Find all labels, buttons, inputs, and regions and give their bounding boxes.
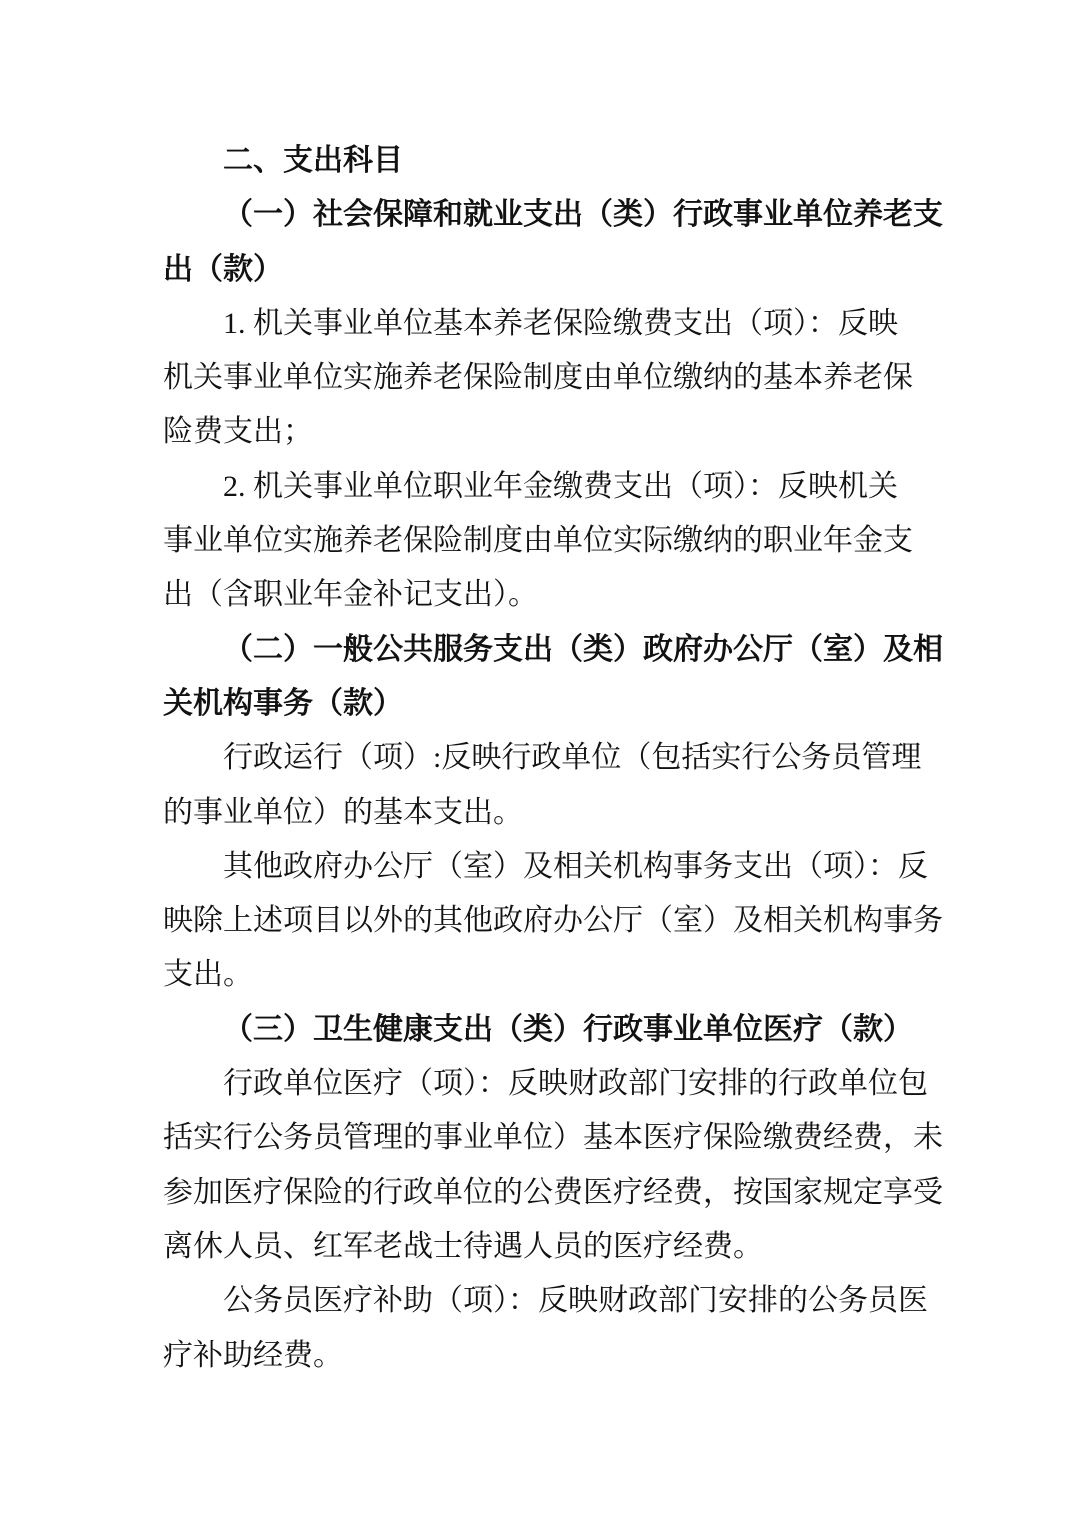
section-3-paragraph-1-line-4: 离休人员、红军老战士待遇人员的医疗经费。 xyxy=(163,1229,763,1263)
section-3-paragraph-2-line-2: 疗补助经费。 xyxy=(163,1338,343,1372)
section-1-paragraph-2-line-2: 事业单位实施养老保险制度由单位实际缴纳的职业年金支 xyxy=(163,524,913,558)
section-2-paragraph-2-line-1: 其他政府办公厅（室）及相关机构事务支出（项）：反 xyxy=(223,849,928,883)
section-3-paragraph-1-line-1: 行政单位医疗（项）：反映财政部门安排的行政单位包 xyxy=(223,1067,928,1101)
section-3-paragraph-2-line-1: 公务员医疗补助（项）：反映财政部门安排的公务员医 xyxy=(223,1284,928,1318)
section-2-paragraph-2-line-3: 支出。 xyxy=(163,958,253,992)
section-2-paragraph-1-line-1: 行政运行（项）:反映行政单位（包括实行公务员管理 xyxy=(223,741,922,775)
section-1-paragraph-1-line-3: 险费支出； xyxy=(163,415,313,449)
section-1-paragraph-2-line-3: 出（含职业年金补记支出）。 xyxy=(163,578,538,612)
section-3-paragraph-1-line-3: 参加医疗保险的行政单位的公费医疗经费，按国家规定享受 xyxy=(163,1175,943,1209)
section-2-paragraph-1-line-2: 的事业单位）的基本支出。 xyxy=(163,795,523,829)
section-1-paragraph-1-line-1: 1. 机关事业单位基本养老保险缴费支出（项）：反映 xyxy=(223,306,898,340)
section-3-paragraph-1-line-2: 括实行公务员管理的事业单位）基本医疗保险缴费经费，未 xyxy=(163,1121,943,1155)
section-2-title-line-2: 关机构事务（款） xyxy=(163,686,403,720)
section-1-paragraph-1-line-2: 机关事业单位实施养老保险制度由单位缴纳的基本养老保 xyxy=(163,361,913,395)
section-1-title-line-1: （一）社会保障和就业支出（类）行政事业单位养老支 xyxy=(223,198,943,232)
document-content xyxy=(163,134,943,1383)
doc-heading: 二、支出科目 xyxy=(223,144,403,177)
section-2-paragraph-2-line-2: 映除上述项目以外的其他政府办公厅（室）及相关机构事务 xyxy=(163,904,943,938)
section-1-paragraph-2-line-1: 2. 机关事业单位职业年金缴费支出（项）：反映机关 xyxy=(223,469,898,503)
section-2-title-line-1: （二）一般公共服务支出（类）政府办公厅（室）及相 xyxy=(223,632,943,666)
section-1-title-line-2: 出（款） xyxy=(163,252,283,286)
section-3-title-line-1: （三）卫生健康支出（类）行政事业单位医疗（款） xyxy=(223,1012,913,1046)
